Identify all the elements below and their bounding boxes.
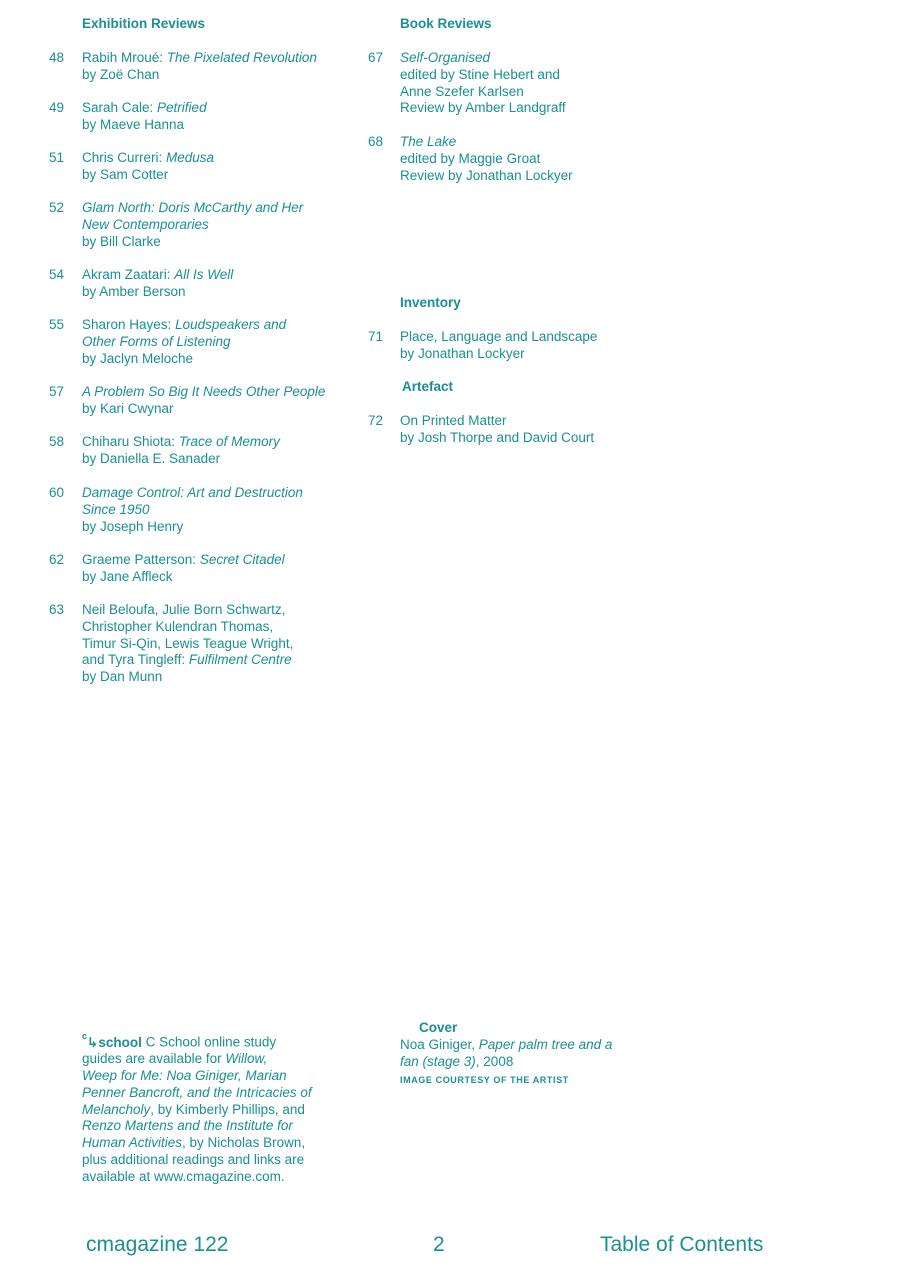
- entry-title-continued: New Contemporaries: [82, 216, 209, 232]
- page-number: 52: [48, 200, 64, 215]
- entry-title: Petrified: [157, 100, 207, 115]
- entry-editor: edited by Stine Hebert and: [400, 66, 560, 82]
- entry-byline: by Jane Affleck: [82, 568, 173, 584]
- cschool-text: guides are available for: [82, 1051, 226, 1067]
- page-number: 72: [367, 413, 383, 428]
- entry-title: Medusa: [166, 150, 215, 165]
- toc-entry[interactable]: [82, 602, 293, 686]
- cover-caption: [400, 1037, 612, 1088]
- entry-authors-line: Christopher Kulendran Thomas,: [82, 618, 274, 634]
- page-number-footer: 2: [433, 1233, 445, 1256]
- cschool-link-text[interactable]: available at www.cmagazine.com.: [82, 1168, 285, 1184]
- page-number: 62: [48, 552, 64, 567]
- entry-byline: by Josh Thorpe and David Court: [400, 429, 595, 445]
- page-number: 71: [367, 329, 383, 344]
- entry-title: Loudspeakers and: [175, 317, 287, 332]
- entry-author: Sarah Cale:: [82, 100, 158, 115]
- entry-byline: by Jonathan Lockyer: [400, 345, 525, 361]
- page-number: 63: [48, 602, 64, 617]
- magazine-issue: cmagazine 122: [86, 1233, 229, 1256]
- entry-title-continued: Other Forms of Listening: [82, 333, 231, 349]
- cschool-logo: $^c$↳school: [82, 1031, 142, 1050]
- entry-editor-continued: Anne Szefer Karlsen: [400, 83, 524, 99]
- entry-title: Damage Control: Art and Destruction: [82, 485, 303, 500]
- page-number: 67: [367, 50, 383, 65]
- toc-entry[interactable]: [400, 134, 573, 184]
- entry-byline: by Zoë Chan: [82, 66, 160, 82]
- section-title: Table of Contents: [600, 1233, 764, 1256]
- entry-authors-line: and Tyra Tingleff:: [82, 652, 189, 668]
- page-number: 68: [367, 134, 383, 149]
- page-number: 51: [48, 150, 64, 165]
- entry-author: Sharon Hayes:: [82, 317, 176, 332]
- toc-entry[interactable]: [82, 384, 325, 418]
- cover-heading: Cover: [419, 1020, 458, 1035]
- cschool-note: [82, 1030, 342, 1186]
- entry-byline: by Daniella E. Sanader: [82, 450, 221, 466]
- toc-entry[interactable]: [82, 100, 207, 134]
- cschool-guide-title: Weep for Me: Noa Giniger, Marian: [82, 1068, 287, 1084]
- entry-byline: by Maeve Hanna: [82, 116, 185, 132]
- toc-entry[interactable]: [400, 50, 566, 117]
- toc-entry[interactable]: [82, 50, 317, 84]
- entry-authors-line: Neil Beloufa, Julie Born Schwartz,: [82, 602, 286, 617]
- entry-title: Trace of Memory: [178, 434, 280, 449]
- inventory-heading: Inventory: [400, 295, 461, 310]
- page-number: 60: [48, 485, 64, 500]
- cschool-text: plus additional readings and links are: [82, 1152, 305, 1168]
- entry-author: Rabih Mroué:: [82, 50, 167, 65]
- entry-byline: Review by Jonathan Lockyer: [400, 167, 573, 183]
- toc-entry[interactable]: [82, 552, 285, 586]
- cschool-text: C School online study: [141, 1034, 277, 1050]
- toc-entry[interactable]: [82, 317, 286, 367]
- cschool-guide-title: Melancholy: [82, 1101, 151, 1117]
- entry-byline: by Dan Munn: [82, 669, 163, 685]
- entry-title: Fulfilment Centre: [188, 652, 292, 668]
- entry-title: The Lake: [400, 134, 457, 149]
- toc-entry[interactable]: [400, 329, 597, 363]
- exhibition-reviews-heading: Exhibition Reviews: [82, 16, 206, 31]
- cschool-guide-title: Willow,: [225, 1051, 268, 1067]
- entry-byline: by Joseph Henry: [82, 518, 184, 534]
- artefact-heading: Artefact: [402, 379, 454, 394]
- toc-entry[interactable]: [82, 267, 233, 301]
- entry-byline: by Jaclyn Meloche: [82, 350, 194, 366]
- page-number: 55: [48, 317, 64, 332]
- entry-byline: by Sam Cotter: [82, 166, 169, 182]
- entry-title: On Printed Matter: [400, 413, 507, 428]
- entry-title: Self-Organised: [400, 50, 491, 65]
- entry-author: Chris Curreri:: [82, 150, 167, 165]
- image-credit: IMAGE COURTESY OF THE ARTIST: [400, 1074, 569, 1085]
- entry-editor: edited by Maggie Groat: [400, 150, 541, 166]
- entry-author: Graeme Patterson:: [82, 552, 200, 567]
- entry-title: Secret Citadel: [199, 552, 285, 567]
- cover-artwork-title: Paper palm tree and a: [478, 1037, 613, 1052]
- entry-author: Akram Zaatari:: [82, 267, 175, 282]
- cschool-text: , by Kimberly Phillips, and: [150, 1101, 305, 1117]
- book-reviews-heading: Book Reviews: [400, 16, 492, 31]
- cschool-guide-title: Penner Bancroft, and the Intricacies of: [82, 1084, 312, 1100]
- entry-byline: by Bill Clarke: [82, 233, 161, 249]
- toc-entry[interactable]: [82, 434, 280, 468]
- toc-entry[interactable]: [82, 200, 303, 250]
- entry-title: A Problem So Big It Needs Other People: [82, 384, 326, 399]
- cover-artist: Noa Giniger,: [400, 1037, 479, 1052]
- entry-title: The Pixelated Revolution: [166, 50, 317, 65]
- page-number: 49: [48, 100, 64, 115]
- entry-authors-line: Timur Si-Qin, Lewis Teague Wright,: [82, 635, 294, 651]
- page-number: 54: [48, 267, 64, 282]
- page-number: 48: [48, 50, 64, 65]
- entry-title-continued: Since 1950: [82, 501, 150, 517]
- cover-artwork-title: fan (stage 3): [400, 1053, 476, 1069]
- toc-entry[interactable]: [400, 413, 594, 447]
- cschool-text: , by Nicholas Brown,: [182, 1135, 306, 1151]
- page-number: 57: [48, 384, 64, 399]
- entry-author: Chiharu Shiota:: [82, 434, 179, 449]
- toc-entry[interactable]: [82, 150, 214, 184]
- entry-title: All Is Well: [174, 267, 234, 282]
- entry-byline: by Kari Cwynar: [82, 400, 174, 416]
- entry-byline: by Amber Berson: [82, 283, 186, 299]
- toc-entry[interactable]: [82, 485, 303, 535]
- entry-title: Place, Language and Landscape: [400, 329, 598, 344]
- cover-year: , 2008: [475, 1053, 514, 1069]
- page-number: 58: [48, 434, 64, 449]
- entry-byline: Review by Amber Landgraff: [400, 100, 566, 116]
- entry-title: Glam North: Doris McCarthy and Her: [82, 200, 304, 215]
- cschool-guide-title: Human Activities: [82, 1135, 183, 1151]
- cschool-guide-title: Renzo Martens and the Institute for: [82, 1118, 293, 1134]
